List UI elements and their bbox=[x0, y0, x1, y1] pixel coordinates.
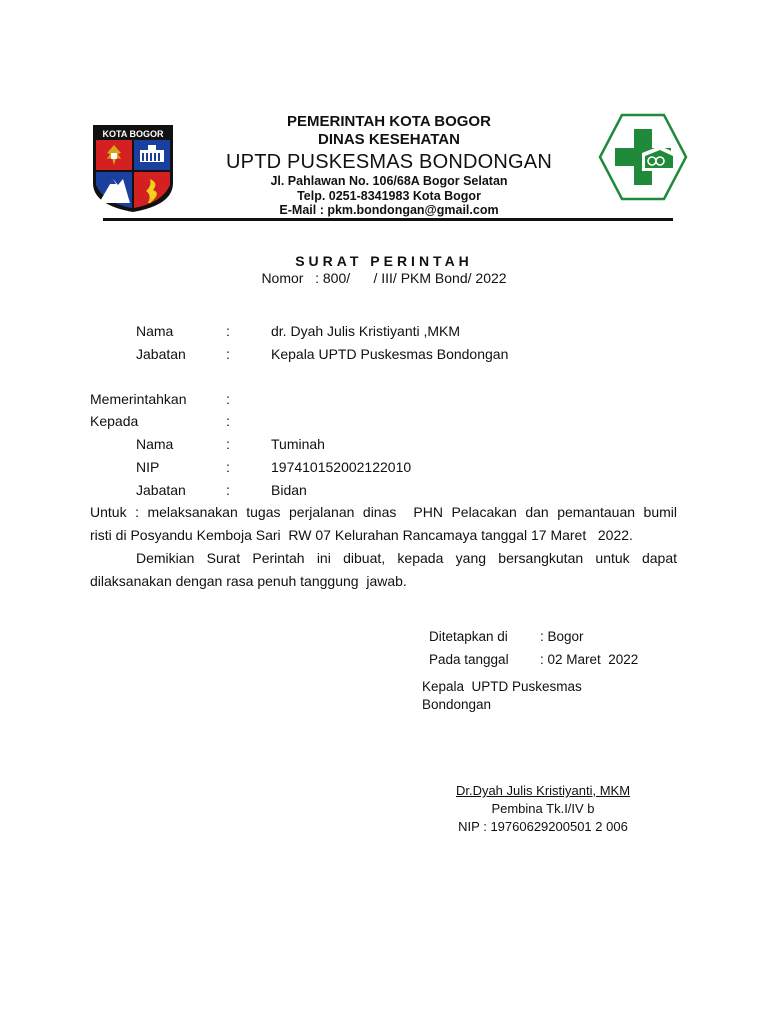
ditetapkan-value: : Bogor bbox=[540, 629, 584, 644]
kota-bogor-logo-text: KOTA BOGOR bbox=[102, 129, 164, 139]
signature-block bbox=[430, 782, 656, 836]
letterhead bbox=[185, 113, 593, 218]
issuer-jabatan-label: Jabatan bbox=[136, 346, 186, 362]
recipient-nama-value: Tuminah bbox=[271, 436, 325, 452]
document-title: SURAT PERINTAH bbox=[295, 253, 473, 269]
letterhead-divider bbox=[103, 218, 673, 221]
tanggal-value: : 02 Maret 2022 bbox=[540, 652, 639, 667]
document-number: Nomor : 800/ / III/ PKM Bond/ 2022 bbox=[261, 270, 507, 286]
memerintahkan-label: Memerintahkan bbox=[90, 391, 187, 407]
recipient-nip-label: NIP bbox=[136, 459, 160, 475]
issuer-nama-label: Nama bbox=[136, 323, 174, 339]
tanggal-label: Pada tanggal bbox=[429, 652, 509, 667]
signer-position-line1: Kepala UPTD Puskesmas bbox=[422, 679, 582, 694]
issuer-jabatan-value: Kepala UPTD Puskesmas Bondongan bbox=[271, 346, 509, 362]
issuer-nama-colon: : bbox=[226, 323, 230, 339]
kepada-label: Kepada bbox=[90, 413, 139, 429]
recipient-nip-colon: : bbox=[226, 459, 230, 475]
recipient-nama-label: Nama bbox=[136, 436, 174, 452]
closing-line-1: Demikian Surat Perintah ini dibuat, kepada yang bersangkutan untuk dapat bbox=[136, 550, 677, 566]
closing-paragraph bbox=[90, 547, 677, 593]
signer-rank: Pembina Tk.I/IV b bbox=[491, 801, 595, 816]
signer-position-line2: Bondongan bbox=[422, 697, 492, 712]
department-name: DINAS KESEHATAN bbox=[318, 131, 460, 148]
memerintahkan-colon: : bbox=[226, 391, 230, 407]
ditetapkan-label: Ditetapkan di bbox=[429, 629, 508, 644]
signer-name: Dr.Dyah Julis Kristiyanti, MKM bbox=[455, 783, 631, 798]
signer-nip: NIP : 19760629200501 2 006 bbox=[458, 819, 628, 834]
recipient-nip-value: 197410152002122010 bbox=[271, 459, 412, 475]
recipient-jabatan-label: Jabatan bbox=[136, 482, 186, 498]
kepada-colon: : bbox=[226, 413, 230, 429]
recipient-jabatan-colon: : bbox=[226, 482, 230, 498]
issuer-nama-value: dr. Dyah Julis Kristiyanti ,MKM bbox=[271, 323, 461, 339]
task-line-2: risti di Posyandu Kemboja Sari RW 07 Kelurahan Rancamaya tanggal 17 Maret 2022. bbox=[90, 527, 633, 543]
issuer-jabatan-colon: : bbox=[226, 346, 230, 362]
gov-name: PEMERINTAH KOTA BOGOR bbox=[287, 113, 491, 130]
institution-name: UPTD PUSKESMAS BONDONGAN bbox=[226, 151, 552, 173]
recipient-nama-colon: : bbox=[226, 436, 230, 452]
email: E-Mail : pkm.bondongan@gmail.com bbox=[279, 203, 499, 217]
closing-line-2: dilaksanakan dengan rasa penuh tanggung jawab. bbox=[90, 573, 407, 589]
address: Jl. Pahlawan No. 106/68A Bogor Selatan bbox=[270, 174, 508, 188]
recipient-jabatan-value: Bidan bbox=[271, 482, 307, 498]
kota-bogor-logo bbox=[90, 123, 176, 213]
task-line-1: Untuk : melaksanakan tugas perjalanan dinas PHN Pelacakan dan pemantauan bumil bbox=[90, 504, 677, 520]
task-paragraph bbox=[90, 501, 677, 547]
puskesmas-logo bbox=[598, 113, 688, 201]
phone: Telp. 0251-8341983 Kota Bogor bbox=[297, 188, 481, 203]
